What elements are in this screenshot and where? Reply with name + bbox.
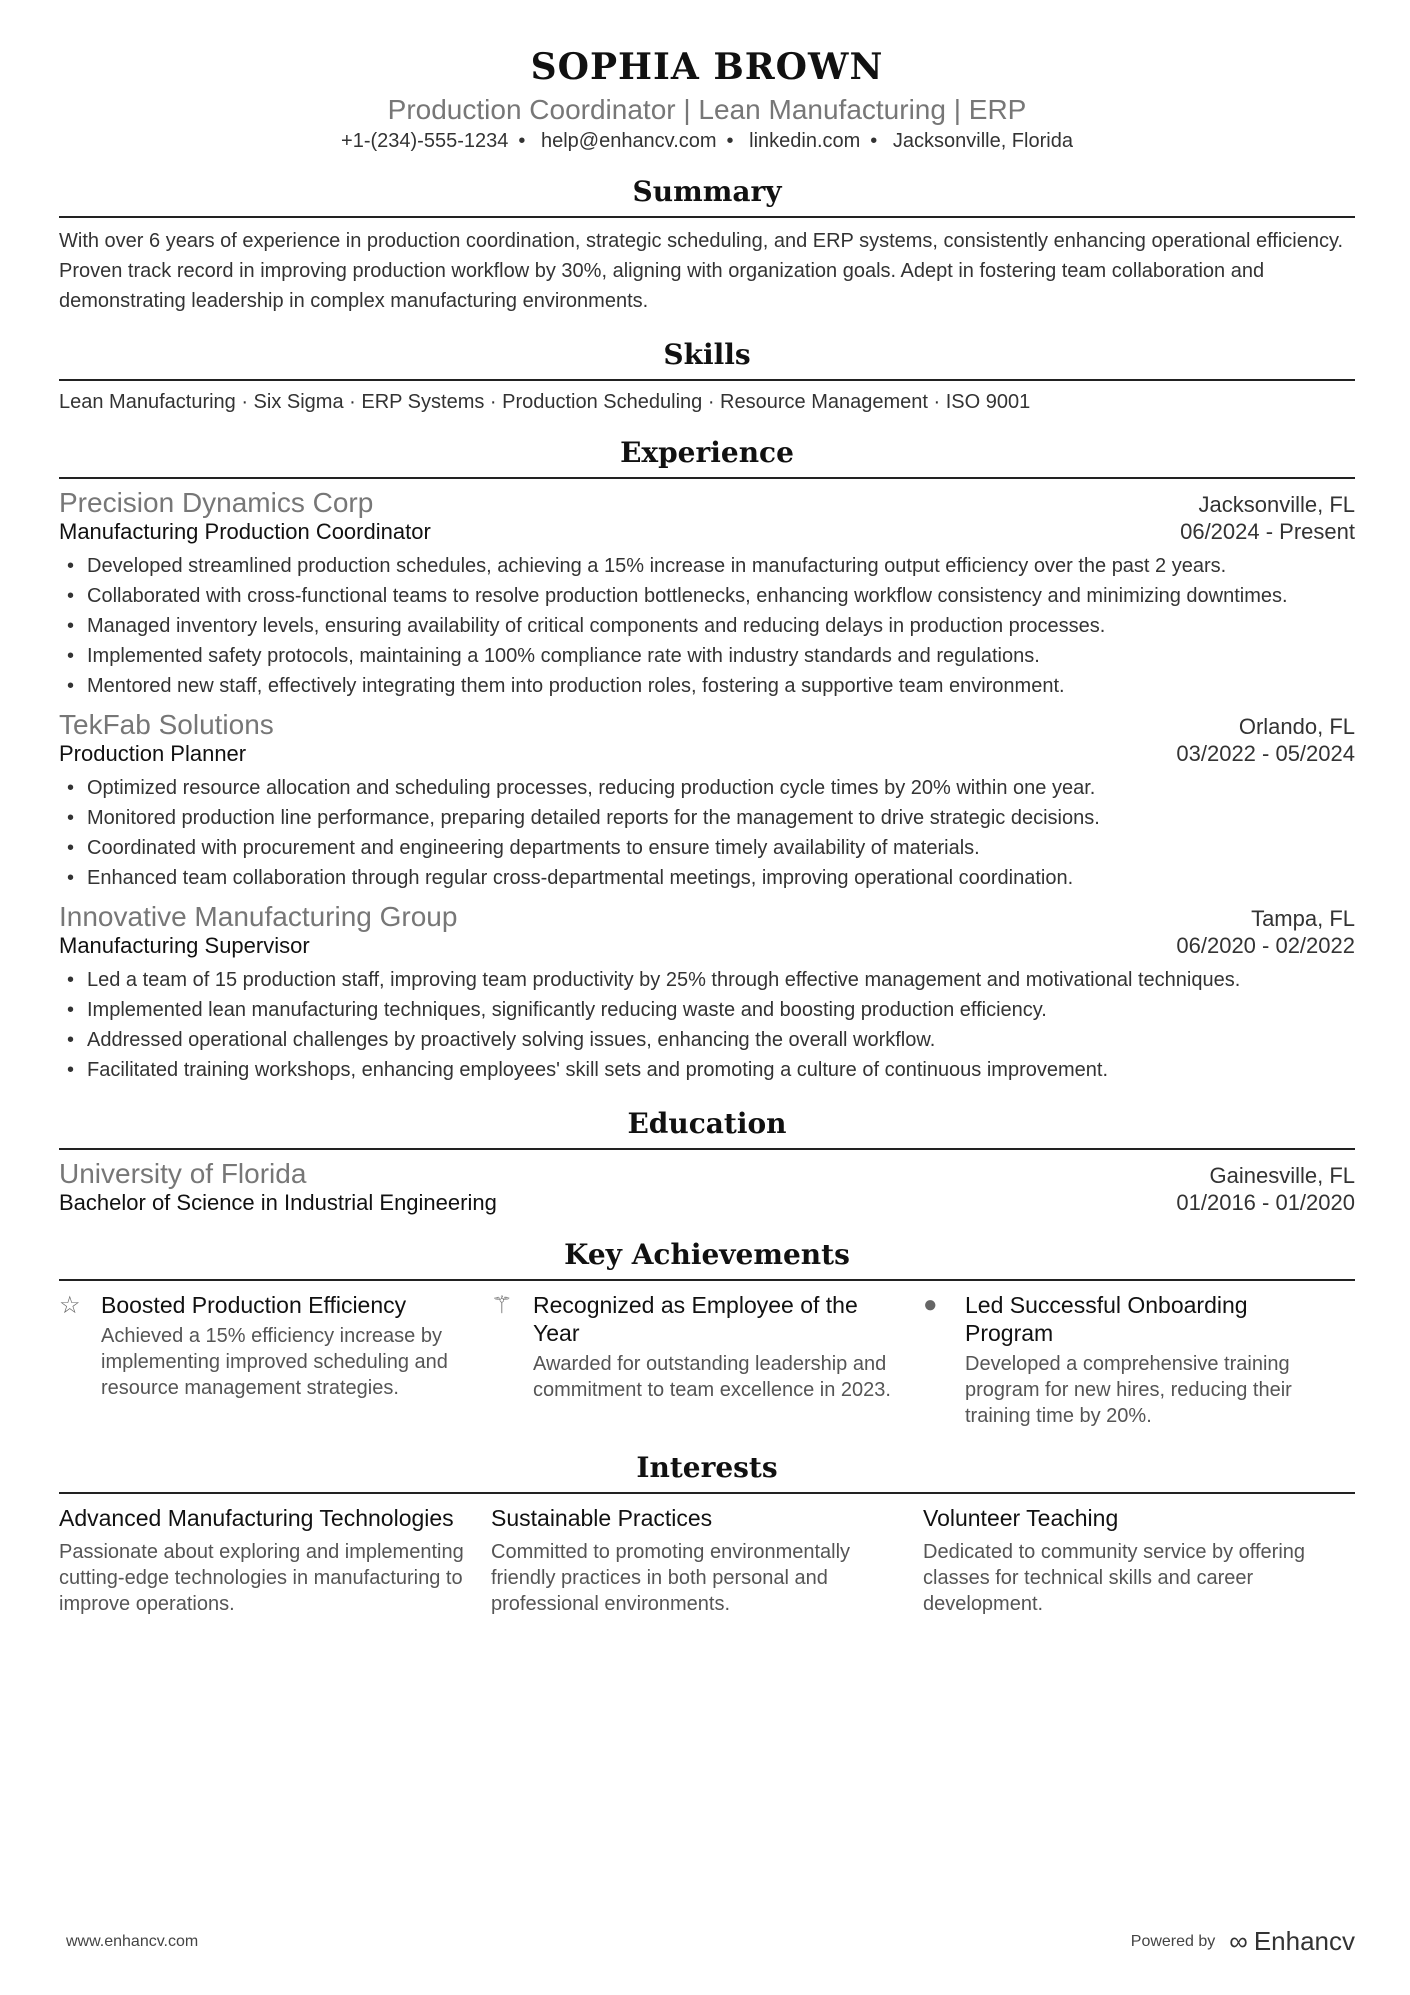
experience-heading: Experience (59, 436, 1355, 479)
interest-item (59, 1504, 491, 1617)
magic-wand-icon: ⚚ (491, 1292, 513, 1319)
interest-desc: Committed to promoting environmentally friendly practices in both personal and professional environments. (491, 1541, 851, 1615)
education-heading: Education (59, 1107, 1355, 1150)
interests-list (59, 1504, 1355, 1617)
achievement-title: Recognized as Employee of the Year (533, 1292, 858, 1346)
school-name: University of Florida (59, 1158, 307, 1189)
achievements-heading: Key Achievements (59, 1238, 1355, 1281)
location: Jacksonville, Florida (892, 130, 1073, 152)
company-name: Precision Dynamics Corp (59, 487, 374, 518)
education-dates: 01/2016 - 01/2020 (1176, 1190, 1355, 1215)
achievement-item (923, 1291, 1355, 1429)
job-location: Orlando, FL (1238, 714, 1355, 739)
job-bullet: • Enhanced team collaboration through regular cross-departmental meetings, improving operational coordination. (59, 863, 1355, 893)
achievement-desc: Developed a comprehensive training program for new hires, reducing their training time by 20%. (965, 1353, 1292, 1427)
school-location: Gainesville, FL (1209, 1163, 1355, 1188)
star-icon: ☆ (59, 1292, 81, 1319)
job-bullet: • Collaborated with cross-functional teams to resolve production bottlenecks, enhancing workflow consistency and minimizing downtimes. (59, 581, 1355, 611)
linkedin[interactable]: linkedin.com (749, 130, 861, 152)
achievement-title: Led Successful Onboarding Program (965, 1292, 1248, 1346)
skills-list: Lean Manufacturing · Six Sigma · ERP Systems · Production Scheduling · Resource Management · ISO 9001 (59, 391, 1031, 413)
powered-by (1131, 1926, 1355, 1957)
achievements-list (59, 1291, 1355, 1429)
head-idea-icon: ● (923, 1291, 938, 1318)
job-location: Jacksonville, FL (1198, 492, 1355, 517)
education-entry (59, 1158, 1355, 1216)
job-bullet: • Optimized resource allocation and scheduling processes, reducing production cycle times by 20% within one year. (59, 773, 1355, 803)
powered-by-label: Powered by (1130, 1932, 1216, 1950)
enhancv-logo-icon: ∞ (1229, 1926, 1248, 1956)
job-dates: 06/2020 - 02/2022 (1176, 933, 1355, 958)
interest-desc: Passionate about exploring and implementing cutting-edge technologies in manufacturing to improve operations. (59, 1541, 464, 1615)
skills-heading: Skills (59, 338, 1355, 381)
candidate-name: SOPHIA BROWN (530, 46, 884, 88)
footer (66, 1926, 1355, 1957)
interest-title: Advanced Manufacturing Technologies (59, 1505, 454, 1531)
phone: +1-(234)-555-1234 (341, 130, 509, 152)
job-role: Manufacturing Production Coordinator (59, 519, 431, 544)
candidate-title: Production Coordinator | Lean Manufacturing | ERP (387, 94, 1027, 125)
summary-text: With over 6 years of experience in production coordination, strategic scheduling, and ERP systems, consistently enhancing operational efficiency. Proven track record in improving production workflow by 30%, aligning with organization goals. Adept in fostering team collaboration and demonstrating leadership in complex manufacturing environments. (59, 230, 1344, 312)
company-name: TekFab Solutions (59, 709, 274, 740)
summary-heading: Summary (59, 175, 1355, 218)
job-bullet: • Managed inventory levels, ensuring availability of critical components and reducing delays in production processes. (59, 611, 1355, 641)
job-bullet: • Monitored production line performance, preparing detailed reports for the management to drive strategic decisions. (59, 803, 1355, 833)
job-entry (59, 709, 1355, 893)
interest-desc: Dedicated to community service by offering classes for technical skills and career development. (923, 1541, 1306, 1615)
brand-name: Enhancv (1253, 1926, 1355, 1956)
interest-title: Volunteer Teaching (923, 1505, 1119, 1531)
job-bullets (59, 965, 1355, 1085)
job-bullet: • Facilitated training workshops, enhancing employees' skill sets and promoting a culture of continuous improvement. (59, 1055, 1355, 1085)
job-bullet: • Led a team of 15 production staff, improving team productivity by 25% through effective management and motivational techniques. (59, 965, 1355, 995)
job-entry (59, 901, 1355, 1085)
experience-list (59, 487, 1355, 1085)
resume (59, 46, 1355, 1617)
interests-heading: Interests (59, 1451, 1355, 1494)
enhancv-logo[interactable] (1229, 1926, 1355, 1957)
achievement-item (59, 1291, 491, 1429)
email[interactable]: help@enhancv.com (540, 130, 717, 152)
interest-title: Sustainable Practices (491, 1505, 713, 1531)
job-bullet: • Developed streamlined production schedules, achieving a 15% increase in manufacturing output efficiency over the past 2 years. (59, 551, 1355, 581)
interest-item (923, 1504, 1355, 1617)
job-location: Tampa, FL (1251, 906, 1355, 931)
job-bullet: • Coordinated with procurement and engineering departments to ensure timely availability of materials. (59, 833, 1355, 863)
website-link[interactable]: www.enhancv.com (66, 1932, 199, 1950)
job-bullet: • Addressed operational challenges by proactively solving issues, enhancing the overall workflow. (59, 1025, 1355, 1055)
job-role: Production Planner (59, 741, 247, 766)
job-entry (59, 487, 1355, 701)
achievement-desc: Achieved a 15% efficiency increase by implementing improved scheduling and resource management strategies. (101, 1325, 448, 1399)
degree: Bachelor of Science in Industrial Engineering (59, 1190, 497, 1215)
job-bullet: • Implemented lean manufacturing techniques, significantly reducing waste and boosting production efficiency. (59, 995, 1355, 1025)
job-bullet: • Implemented safety protocols, maintaining a 100% compliance rate with industry standards and regulations. (59, 641, 1355, 671)
company-name: Innovative Manufacturing Group (59, 901, 458, 932)
job-dates: 03/2022 - 05/2024 (1176, 741, 1355, 766)
interest-item (491, 1504, 923, 1617)
achievement-item (491, 1291, 923, 1429)
job-bullet: • Mentored new staff, effectively integrating them into production roles, fostering a supportive team environment. (59, 671, 1355, 701)
job-dates: 06/2024 - Present (1180, 519, 1355, 544)
job-bullets (59, 551, 1355, 701)
achievement-title: Boosted Production Efficiency (101, 1292, 407, 1318)
contact-line: +1-(234)-555-1234 • help@enhancv.com • linkedin.com • Jacksonville, Florida (341, 130, 1073, 152)
job-role: Manufacturing Supervisor (59, 933, 310, 958)
job-bullets (59, 773, 1355, 893)
achievement-desc: Awarded for outstanding leadership and commitment to team excellence in 2023. (533, 1353, 891, 1401)
